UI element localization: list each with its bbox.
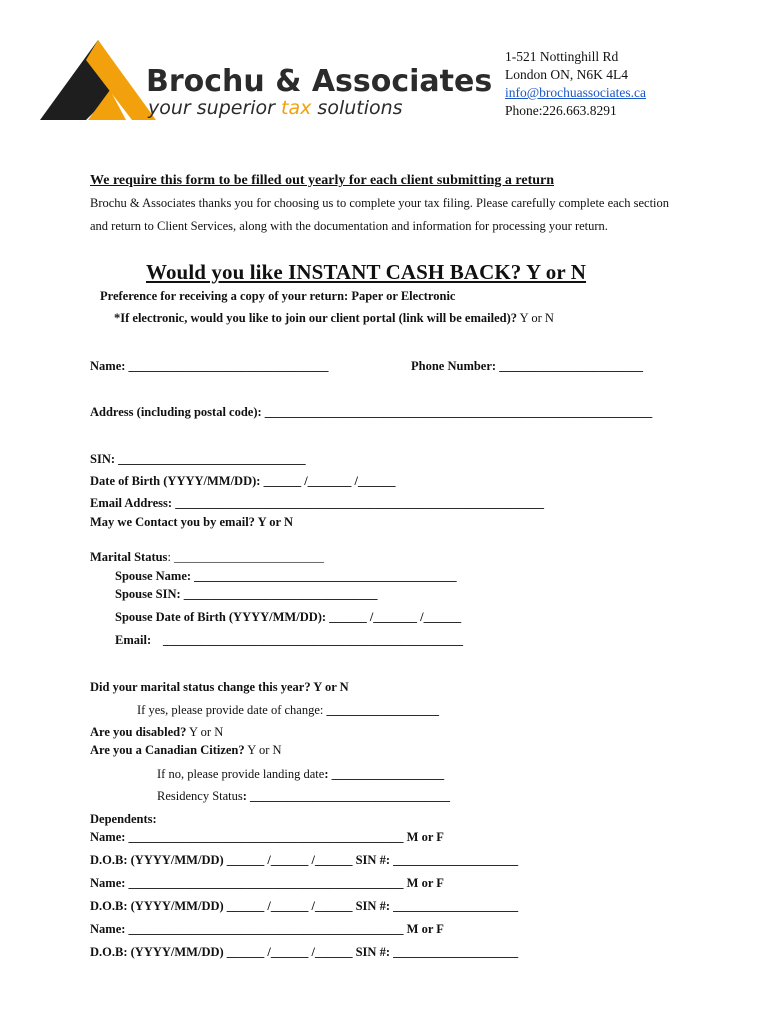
email-field[interactable]: Email Address: ___________________________________________________________ xyxy=(90,496,544,510)
portal-question xyxy=(114,311,554,326)
email-link[interactable]: info@brochuassociates.ca xyxy=(505,85,647,100)
preference-question: Preference for receiving a copy of your return: Paper or Electronic xyxy=(100,289,456,303)
dependent-2-dob-sin[interactable]: D.O.B: (YYYY/MM/DD) ______ /______ /______ SIN #: ____________________ xyxy=(90,899,519,913)
dependent-1-dob-sin[interactable]: D.O.B: (YYYY/MM/DD) ______ /______ /______ SIN #: ____________________ xyxy=(90,853,519,867)
contact-block xyxy=(505,48,646,120)
company-logo xyxy=(36,36,493,128)
spouse-email-label: Email: xyxy=(115,633,152,647)
residency-status-label: Residency Status xyxy=(157,789,243,803)
marital-change-date-blank[interactable]: __________________ xyxy=(326,703,440,717)
portal-answer: Y or N xyxy=(517,311,554,325)
dependent-2-name[interactable]: Name: ____________________________________________ M or F xyxy=(90,876,444,890)
marital-status-field[interactable] xyxy=(90,550,324,565)
dependent-3-name[interactable]: Name: ____________________________________________ M or F xyxy=(90,922,444,936)
contact-by-email-question[interactable]: May we Contact you by email? Y or N xyxy=(90,515,293,529)
marital-change-date[interactable] xyxy=(137,703,439,718)
phone-field[interactable]: Phone Number: _______________________ xyxy=(411,359,643,373)
name-field[interactable]: Name: ________________________________ xyxy=(90,359,329,373)
address-line-1: 1-521 Nottinghill Rd xyxy=(505,49,619,64)
sin-field[interactable]: SIN: ______________________________ xyxy=(90,452,306,466)
dependents-heading: Dependents: xyxy=(90,812,157,826)
logo-tagline: your superior tax solutions xyxy=(148,97,403,119)
citizen-question-text: Are you a Canadian Citizen? xyxy=(90,743,245,757)
residency-status-blank[interactable]: : ________________________________ xyxy=(242,789,451,803)
portal-question-text: *If electronic, would you like to join our client portal (link will be emailed)? xyxy=(114,311,517,325)
phone-number: Phone:226.663.8291 xyxy=(505,103,617,118)
dob-field[interactable]: Date of Birth (YYYY/MM/DD): ______ /_______ /______ xyxy=(90,474,396,488)
address-line-2: London ON, N6K 4L4 xyxy=(505,67,628,82)
disabled-question-text: Are you disabled? xyxy=(90,725,187,739)
citizen-question[interactable] xyxy=(90,743,282,758)
spouse-sin-field[interactable]: Spouse SIN: _______________________________ xyxy=(115,587,378,601)
residency-status-field[interactable] xyxy=(157,789,450,804)
landing-date-label: If no, please provide landing date xyxy=(157,767,325,781)
spouse-name-field[interactable]: Spouse Name: __________________________________________ xyxy=(115,569,457,583)
citizen-answer: Y or N xyxy=(244,743,282,757)
spouse-dob-field[interactable]: Spouse Date of Birth (YYYY/MM/DD): ______ /_______ /______ xyxy=(115,610,462,624)
marital-change-date-label: If yes, please provide date of change: xyxy=(137,703,327,717)
intro-heading: We require this form to be filled out yearly for each client submitting a return xyxy=(90,173,555,188)
landing-date-blank[interactable]: : __________________ xyxy=(324,767,445,781)
marital-change-question[interactable]: Did your marital status change this year? Y or N xyxy=(90,680,349,694)
landing-date-field[interactable] xyxy=(157,767,444,782)
spouse-email-field[interactable]: ________________________________________________ xyxy=(163,633,463,647)
address-field[interactable]: Address (including postal code): ______________________________________________________________ xyxy=(90,405,653,419)
intro-line-2: and return to Client Services, along with the documentation and information for processing your return. xyxy=(90,219,608,233)
dependent-1-name[interactable]: Name: ____________________________________________ M or F xyxy=(90,830,444,844)
cash-back-question: Would you like INSTANT CASH BACK? Y or N xyxy=(146,260,587,284)
disabled-answer: Y or N xyxy=(186,725,224,739)
intro-line-1: Brochu & Associates thanks you for choosing us to complete your tax filing. Please carefully complete each section xyxy=(90,196,670,210)
disabled-question[interactable] xyxy=(90,725,223,740)
logo-graphic xyxy=(36,36,493,128)
marital-status-blank[interactable]: : ________________________ xyxy=(167,550,325,564)
dependent-3-dob-sin[interactable]: D.O.B: (YYYY/MM/DD) ______ /______ /______ SIN #: ____________________ xyxy=(90,945,519,959)
logo-company-name: Brochu & Associates xyxy=(146,64,493,99)
marital-status-label: Marital Status xyxy=(90,550,168,564)
